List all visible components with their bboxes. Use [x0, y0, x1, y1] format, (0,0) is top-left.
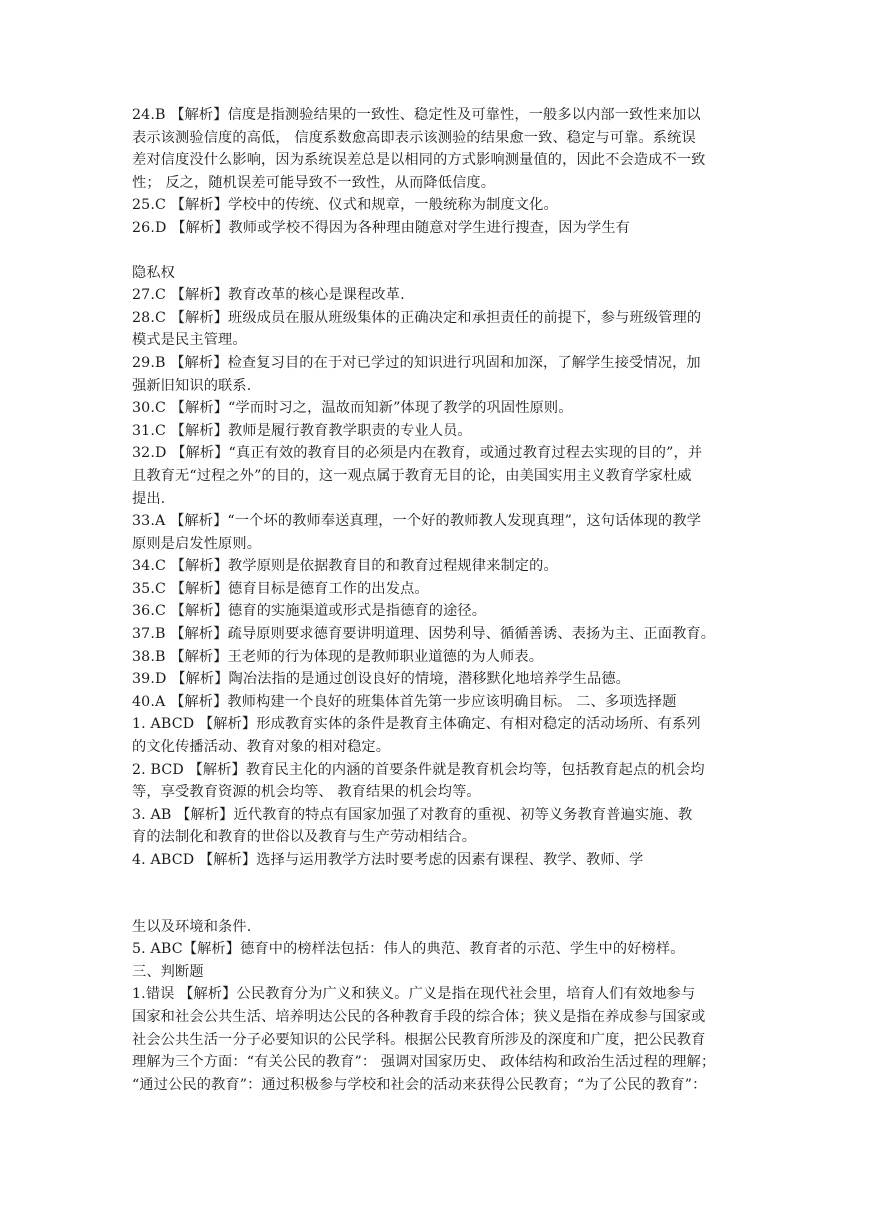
- text-line: 36.C 【解析】德育的实施渠道或形式是指德育的途径。: [132, 603, 487, 620]
- text-line: 强新旧知识的联系.: [132, 377, 252, 394]
- text-line: 隐私权: [132, 264, 176, 281]
- text-line: 39.D 【解析】陶冶法指的是通过创设良好的情境，潜移默化地培养学生品德。: [132, 671, 630, 688]
- text-line: 性； 反之，随机误差可能导致不一致性，从而降低信度。: [132, 174, 496, 191]
- text-line: 34.C 【解析】教学原则是依据教育目的和教育过程规律来制定的。: [132, 558, 558, 575]
- text-line: “通过公民的教育”：通过积极参与学校和社会的活动来获得公民教育；“为了公民的教育”：: [132, 1076, 707, 1093]
- answer-block-first: [132, 104, 738, 240]
- text-line: 育的法制化和教育的世俗以及教育与生产劳动相结合。: [132, 829, 477, 846]
- text-line: 差对信度没什么影响，因为系统误差总是以相同的方式影响测量值的，因此不会造成不一致: [132, 152, 706, 169]
- blank-gap: [132, 240, 738, 262]
- text-line: 表示该测验信度的高低， 信度系数愈高即表示该测验的结果愈一致、稳定与可靠。系统误: [132, 129, 696, 146]
- text-line: 5. ABC【解析】德育中的榜样法包括：伟人的典范、教育者的示范、学生中的好榜样。: [132, 941, 685, 958]
- text-line: 38.B 【解析】王老师的行为体现的是教师职业道德的为人师表。: [132, 648, 544, 665]
- answer-block-second: [132, 262, 738, 872]
- text-line: 等，享受教育资源的机会均等、 教育结果的机会均等。: [132, 784, 481, 801]
- text-line: 1.错误 【解析】公民教育分为广义和狭义。广义是指在现代社会里，培育人们有效地参与: [132, 986, 696, 1003]
- text-line: 提出.: [132, 490, 166, 507]
- text-line: 28.C 【解析】班级成员在服从班级集体的正确决定和承担责任的前提下，参与班级管理的: [132, 309, 702, 326]
- text-line: 29.B 【解析】检查复习目的在于对已学过的知识进行巩固和加深，了解学生接受情况，加: [132, 354, 701, 371]
- text-line: 的文化传播活动、教育对象的相对稳定。: [132, 739, 391, 756]
- text-line: 2. BCD 【解析】教育民主化的内涵的首要条件就是教育机会均等，包括教育起点的机会均: [132, 761, 705, 778]
- text-line: 24.B 【解析】信度是指测验结果的一致性、稳定性及可靠性，一般多以内部一致性来加以: [132, 107, 701, 123]
- text-line: 27.C 【解析】教育改革的核心是课程改革.: [132, 287, 405, 304]
- text-line: 国家和社会公共生活、培养明达公民的各种教育手段的综合体；狭义是指在养成参与国家或: [132, 1008, 706, 1025]
- text-line: 模式是民主管理。: [132, 332, 247, 349]
- text-line: 理解为三个方面：“有关公民的教育”： 强调对国家历史、 政体结构和政治生活过程的理解；: [132, 1054, 716, 1071]
- text-line: 35.C 【解析】德育目标是德育工作的出发点。: [132, 580, 429, 597]
- text-line: 37.B 【解析】疏导原则要求德育要讲明道理、因势利导、循循善诱、表扬为主、正面教育。: [132, 626, 716, 643]
- text-line: 社会公共生活一分子必要知识的公民学科。根据公民教育所涉及的深度和广度，把公民教育: [132, 1031, 706, 1048]
- text-line: 4. ABCD 【解析】选择与运用教学方法时要考虑的因素有课程、教学、教师、学: [132, 852, 644, 868]
- answer-block-third: [132, 916, 738, 1097]
- document-body: [132, 104, 738, 1096]
- text-line: 3. AB 【解析】近代教育的特点有国家加强了对教育的重视、初等义务教育普遍实施、教: [132, 806, 693, 823]
- text-line: 31.C 【解析】教师是履行教育教学职责的专业人员。: [132, 422, 472, 439]
- blank-gap: [132, 872, 738, 916]
- text-line: 生以及环境和条件.: [132, 918, 252, 935]
- text-line: 32.D 【解析】“真正有效的教育目的必须是内在教育，或通过教育过程去实现的目的”，并: [132, 445, 703, 462]
- section-heading: 三、判断题: [132, 963, 204, 980]
- text-line: 26.D 【解析】教师或学校不得因为各种理由随意对学生进行搜查，因为学生有: [132, 219, 630, 236]
- text-line: 原则是启发性原则。: [132, 535, 262, 552]
- text-line: 30.C 【解析】“学而时习之，温故而知新”体现了教学的巩固性原则。: [132, 400, 573, 417]
- text-line: 25.C 【解析】学校中的传统、仪式和规章，一般统称为制度文化。: [132, 197, 558, 214]
- text-line: 40.A 【解析】教师构建一个良好的班集体首先第一步应该明确目标。 二、多项选择题: [132, 693, 677, 710]
- text-line: 且教育无“过程之外”的目的，这一观点属于教育无目的论，由美国实用主义教育学家杜威: [132, 467, 692, 484]
- text-line: 1. ABCD 【解析】形成教育实体的条件是教育主体确定、有相对稳定的活动场所、有系列: [132, 716, 701, 733]
- text-line: 33.A 【解析】“一个坏的教师奉送真理，一个好的教师教人发现真理”，这句话体现的教学: [132, 513, 702, 530]
